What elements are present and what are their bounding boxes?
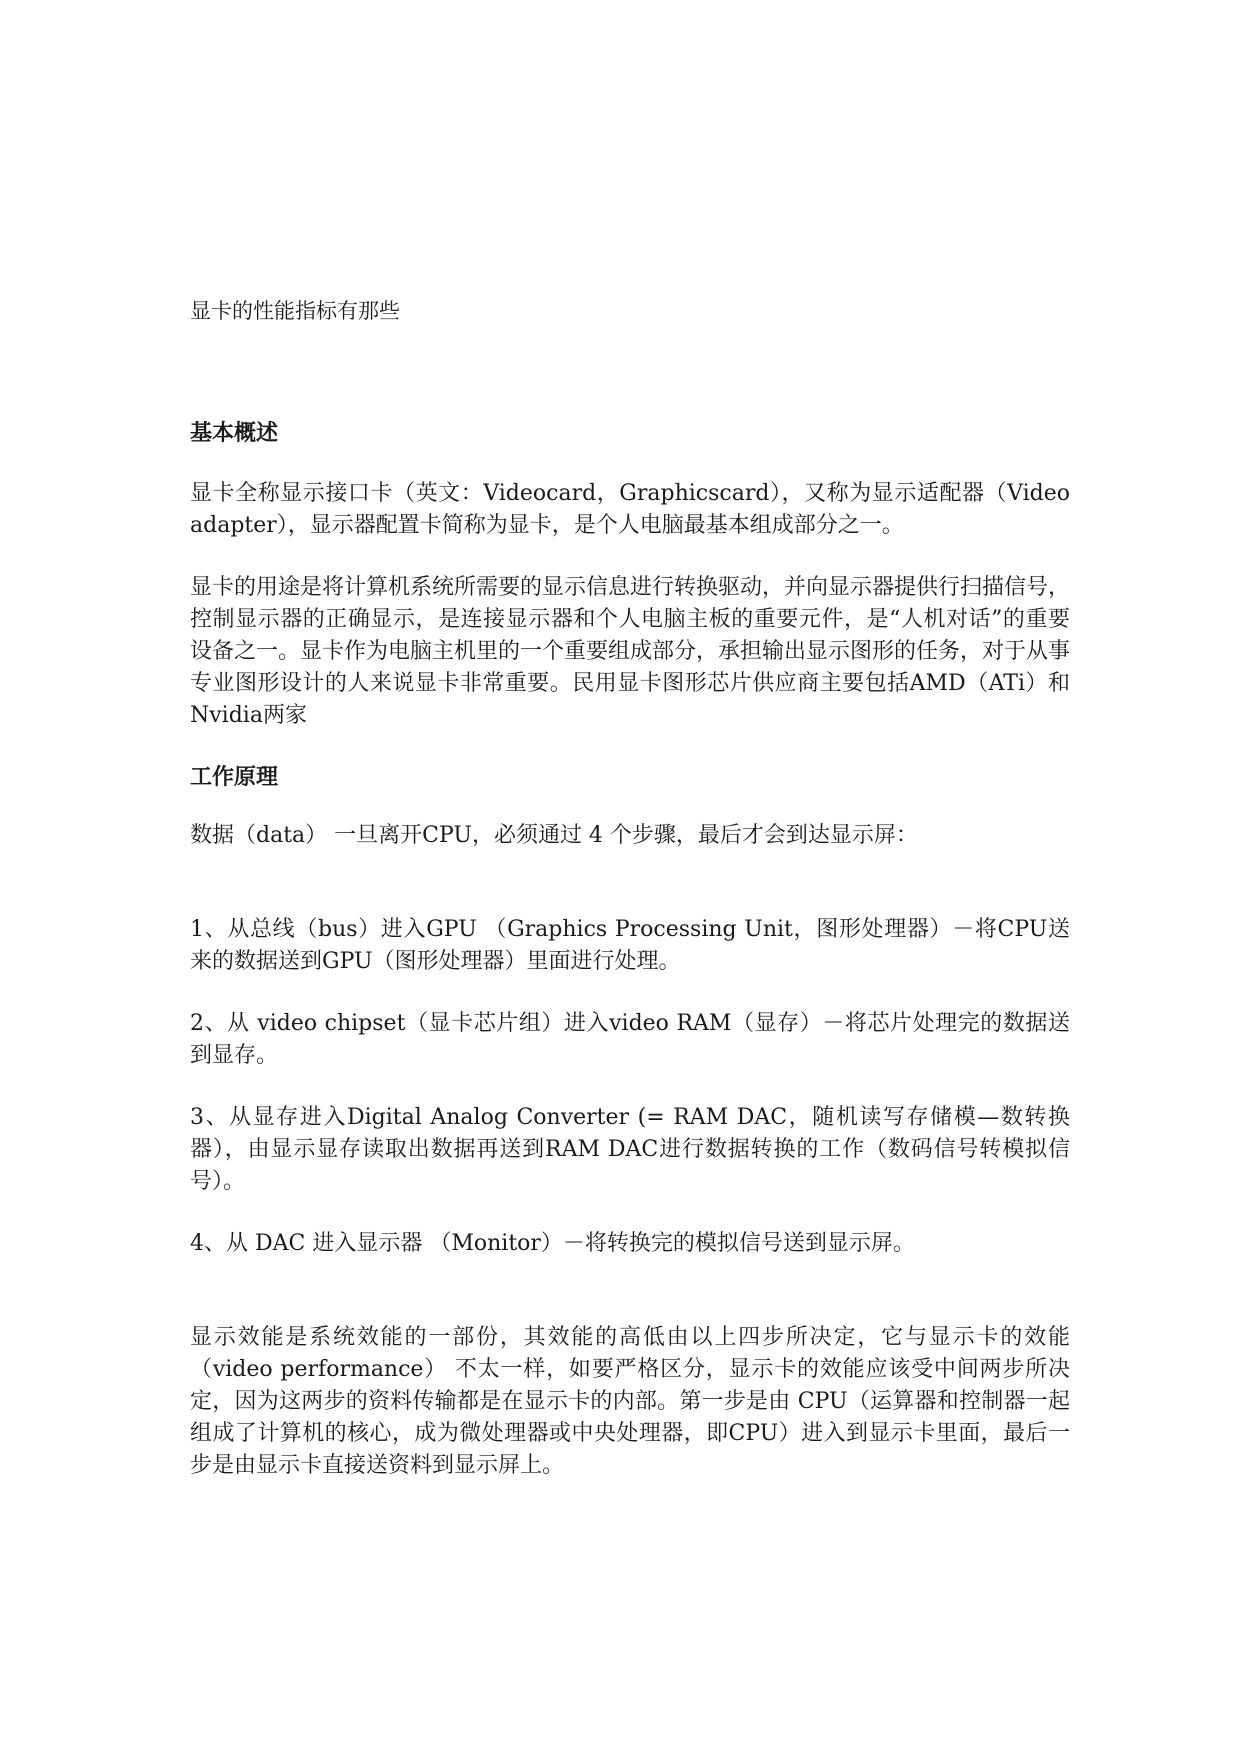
overview-paragraph-definition: 显卡全称显示接口卡（英文：Videocard，Graphicscard），又称为显示适配器（Video adapter），显示器配置卡简称为显卡，是个人电脑最基本组成部分之一。	[190, 481, 1070, 538]
document-title: 显卡的性能指标有那些	[190, 299, 400, 323]
section-heading-principle: 工作原理	[190, 765, 279, 790]
principle-closing-paragraph: 显示效能是系统效能的一部份，其效能的高低由以上四步所决定，它与显示卡的效能（video performance） 不太一样，如要严格区分，显示卡的效能应该受中间两步所决定，因为这两步的资料传输都是在显示卡的内部。第一步是由 CPU（运算器和控制器一起组成了计算机的核心，成为微处理器或中央处理器，即CPU）进入到显示卡里面，最后一步是由显示卡直接送资料到显示屏上。	[190, 1325, 1070, 1478]
principle-step-1: 1、从总线（bus）进入GPU （Graphics Processing Unit，图形处理器）－将CPU送来的数据送到GPU（图形处理器）里面进行处理。	[190, 917, 1070, 974]
principle-step-4: 4、从 DAC 进入显示器 （Monitor）－将转换完的模拟信号送到显示屏。	[190, 1231, 915, 1256]
principle-step-2: 2、从 video chipset（显卡芯片组）进入video RAM（显存）－将芯片处理完的数据送到显存。	[190, 1011, 1070, 1068]
section-heading-overview: 基本概述	[190, 421, 279, 446]
document-body	[190, 296, 1070, 1482]
overview-paragraph-purpose: 显卡的用途是将计算机系统所需要的显示信息进行转换驱动，并向显示器提供行扫描信号，控制显示器的正确显示，是连接显示器和个人电脑主板的重要元件，是“人机对话”的重要设备之一。显卡作为电脑主机里的一个重要组成部分，承担输出显示图形的任务，对于从事专业图形设计的人来说显卡非常重要。民用显卡图形芯片供应商主要包括AMD（ATi）和Nvidia两家	[190, 575, 1071, 728]
principle-step-3: 3、从显存进入Digital Analog Converter (= RAM DAC，随机读写存储模—数转换器），由显示显存读取出数据再送到RAM DAC进行数据转换的工作（数码信号转模拟信号）。	[190, 1105, 1070, 1194]
principle-lead-paragraph: 数据（data） 一旦离开CPU，必须通过 4 个步骤，最后才会到达显示屏：	[190, 823, 918, 848]
